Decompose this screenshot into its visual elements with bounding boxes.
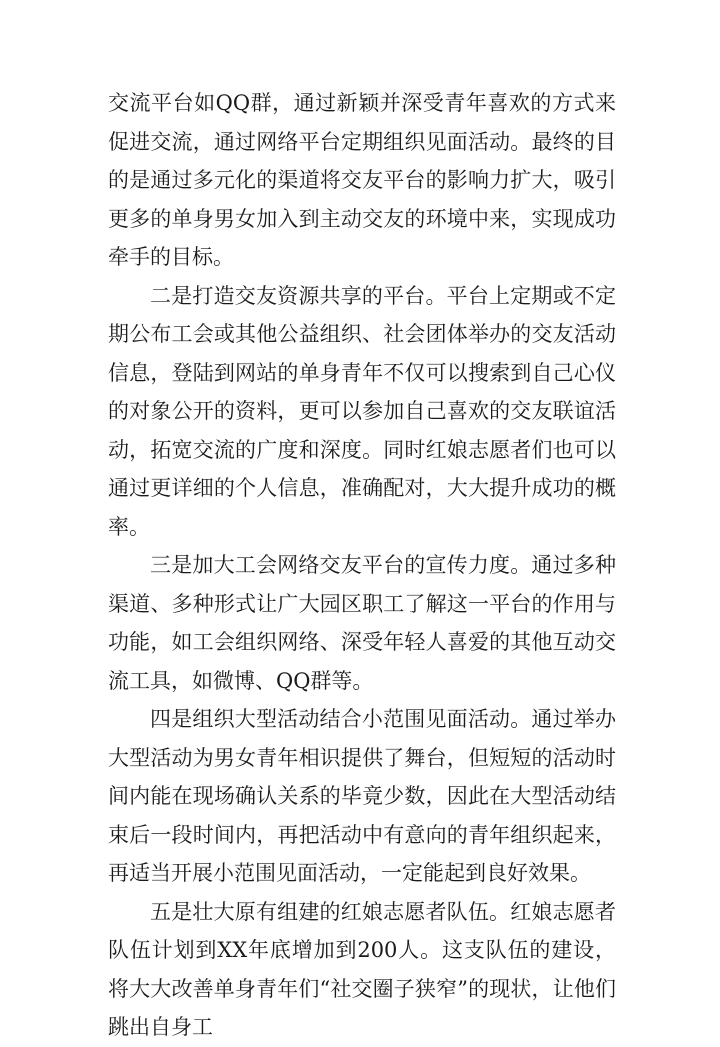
paragraph-publicity: 三是加大工会网络交友平台的宣传力度。通过多种渠道、多种形式让广大园区职工了解这一平台的作用与功能，如工会组织网络、深受年轻人喜爱的其他互动交流工具，如微博、QQ群等。 (108, 553, 616, 693)
document-body (108, 84, 616, 1047)
paragraph-resource-sharing: 二是打造交友资源共享的平台。平台上定期或不定期公布工会或其他公益组织、社会团体举办的交友活动信息，登陆到网站的单身青年不仅可以搜索到自己心仪的对象公开的资料，更可以参加自己喜欢的交友联谊活动，拓宽交流的广度和深度。同时红娘志愿者们也可以通过更详细的个人信息，准确配对，大大提升成功的概率。 (108, 283, 616, 539)
paragraph-large-events: 四是组织大型活动结合小范围见面活动。通过举办大型活动为男女青年相识提供了舞台，但短短的活动时间内能在现场确认关系的毕竟少数，因此在大型活动结束后一段时间内，再把活动中有意向的青年组织起来，再适当开展小范围见面活动，一定能起到良好效果。 (108, 707, 616, 885)
paragraph-volunteer-team: 五是壮大原有组建的红娘志愿者队伍。红娘志愿者队伍计划到XX年底增加到200人。这支队伍的建设，将大大改善单身青年们“社交圈子狭窄”的现状，让他们跳出自身工 (108, 899, 616, 1039)
paragraph-continuation: 交流平台如QQ群，通过新颖并深受青年喜欢的方式来促进交流，通过网络平台定期组织见面活动。最终的目的是通过多元化的渠道将交友平台的影响力扩大，吸引更多的单身男女加入到主动交友的环境中来，实现成功牵手的目标。 (108, 91, 616, 269)
